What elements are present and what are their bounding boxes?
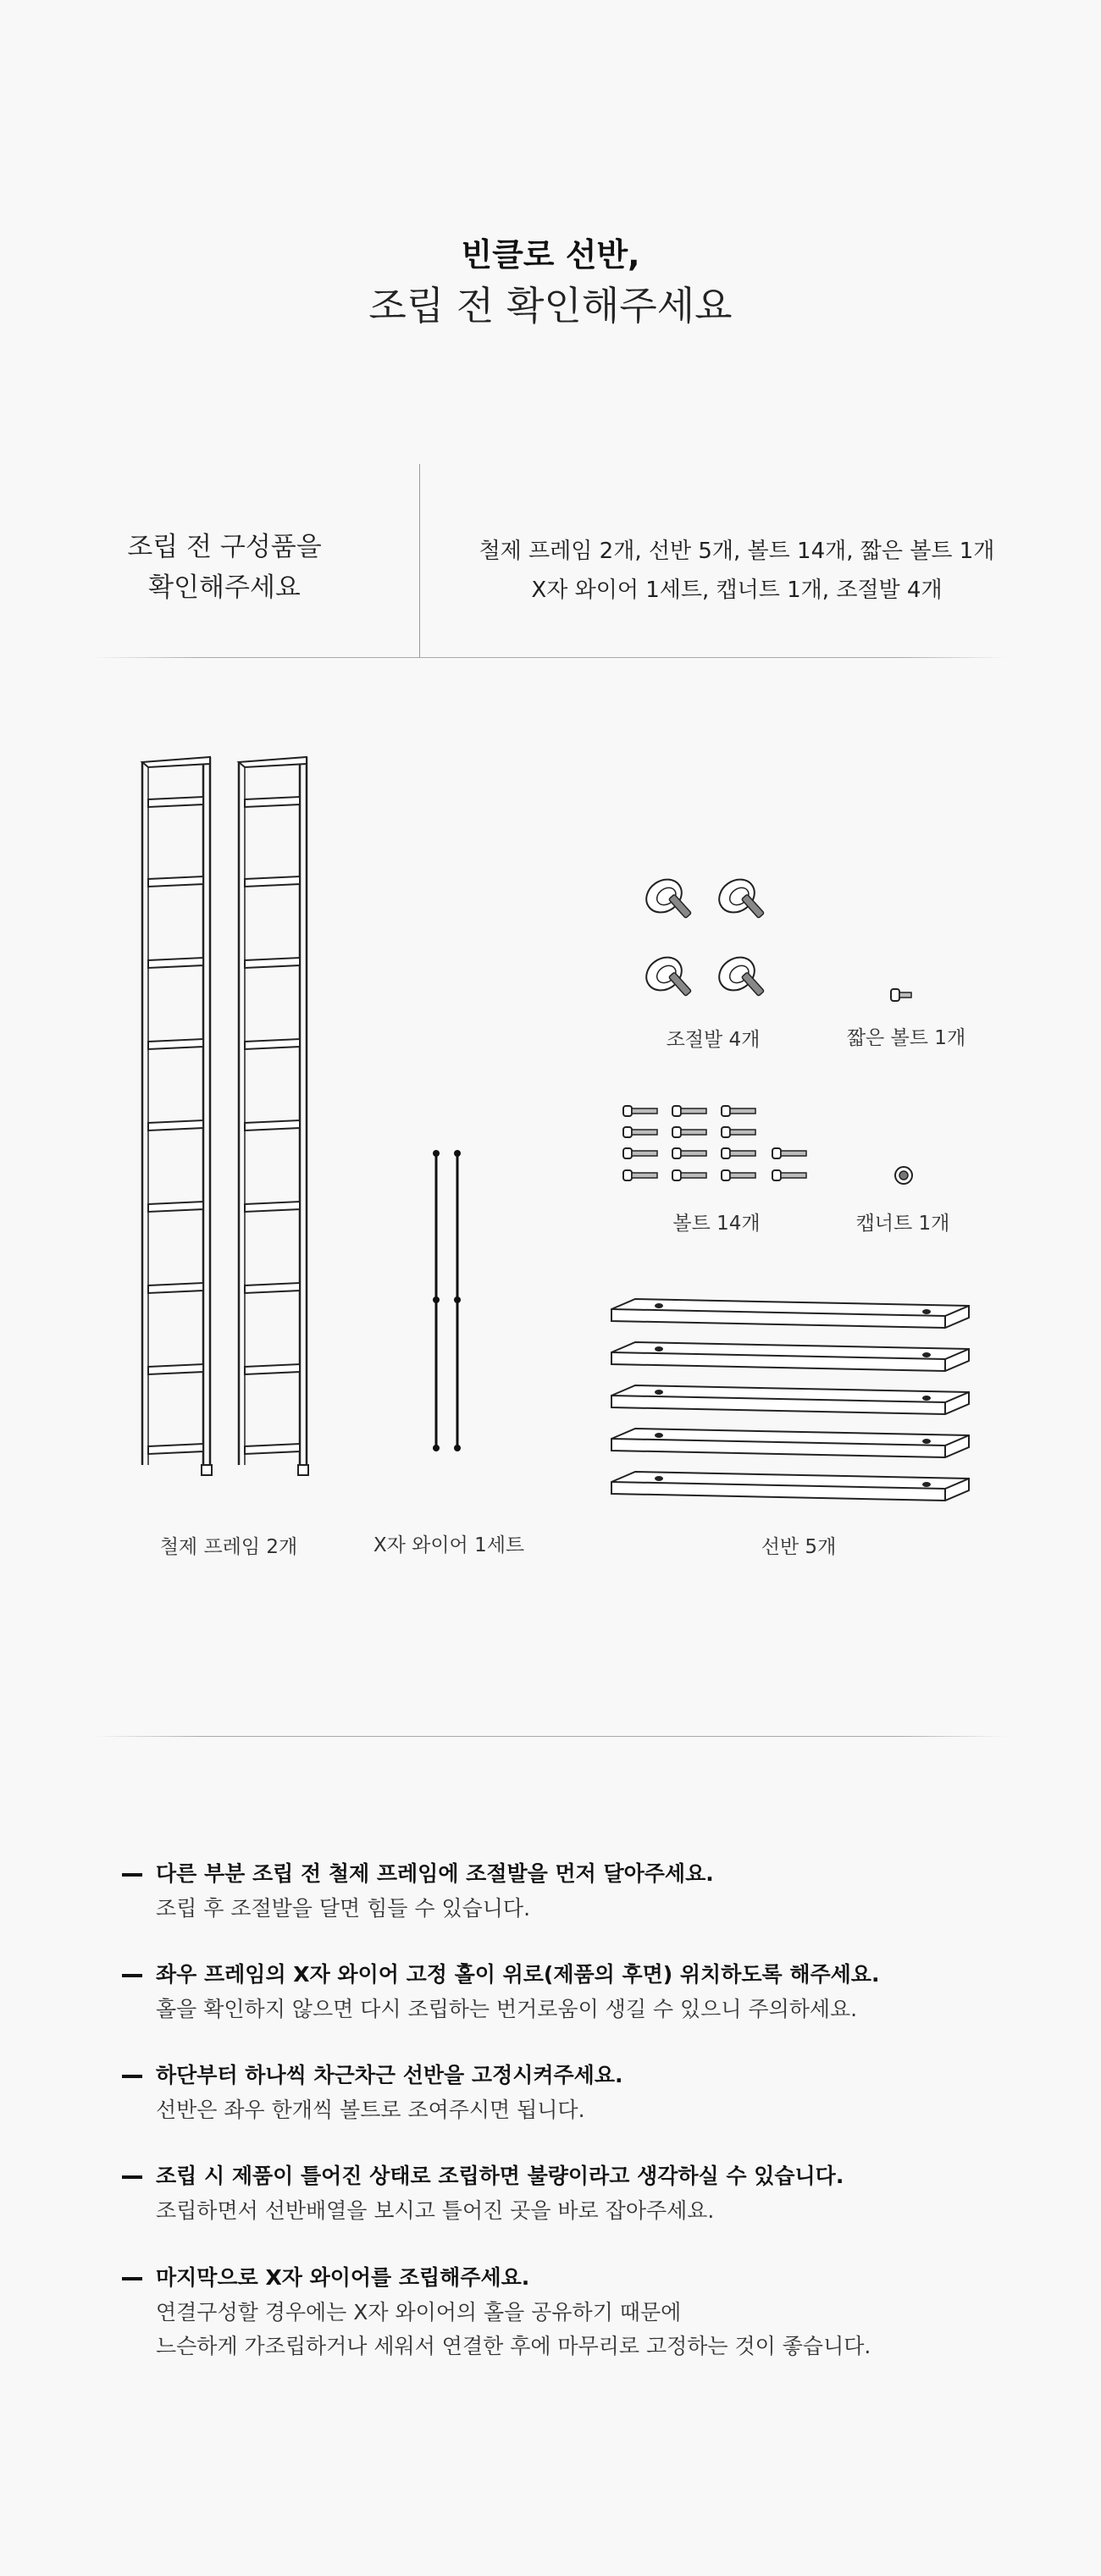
page-subtitle: 조립 전 확인해주세요 [368,283,733,329]
caption-bolts: 볼트 14개 [672,1213,761,1235]
instruction-item [156,1856,1003,1926]
shelf-panels [611,1299,969,1501]
caption-x-wire: X자 와이어 1세트 [373,1534,525,1556]
bullet-dash [122,1974,142,1977]
caption-cap-nut: 캡너트 1개 [855,1213,950,1235]
instruction-item [156,2159,1003,2228]
instruction-title: 하단부터 하나씩 차근차근 선반을 고정시켜주세요. [156,2063,623,2087]
instruction-title: 다른 부분 조립 전 철제 프레임에 조절발을 먼저 달아주세요. [156,1861,714,1886]
section-divider [93,1736,1008,1737]
instruction-body: 조립하면서 선반배열을 보시고 틀어진 곳을 바로 잡아주세요. [156,2198,715,2223]
instruction-body: 조립 후 조절발을 달면 힘들 수 있습니다. [156,1896,531,1921]
steel-frame-right [239,757,308,1475]
instruction-item [156,2058,1003,2127]
caption-steel-frame: 철제 프레임 2개 [159,1536,298,1558]
adjustable-feet [640,873,765,998]
instruction-body: 연결구성할 경우에는 X자 와이어의 홀을 공유하기 때문에 [156,2300,682,2324]
summary-heading-line: 확인해주세요 [148,572,301,603]
page-title: 빈클로 선반, [461,236,640,274]
cap-nut [895,1167,912,1184]
instruction-body: 선반은 좌우 한개씩 볼트로 조여주시면 됩니다. [156,2098,585,2122]
bullet-dash [122,2277,142,2280]
instruction-title: 마지막으로 X자 와이어를 조립해주세요. [156,2265,530,2290]
bolts [623,1106,806,1180]
instruction-title: 조립 시 제품이 틀어진 상태로 조립하면 불량이라고 생각하실 수 있습니다. [156,2164,844,2188]
summary-list-line: 철제 프레임 2개, 선반 5개, 볼트 14개, 짧은 볼트 1개 [479,539,995,564]
instruction-title: 좌우 프레임의 X자 와이어 고정 홀이 위로(제품의 후면) 위치하도록 해주세요. [156,1962,880,1987]
short-bolt [891,989,911,1001]
summary-list-line: X자 와이어 1세트, 캡너트 1개, 조절발 4개 [531,578,943,603]
steel-frame-left [142,757,212,1475]
bullet-dash [122,2175,142,2179]
caption-adjustable-feet: 조절발 4개 [666,1029,761,1051]
instruction-body: 홀을 확인하지 않으면 다시 조립하는 번거로움이 생길 수 있으니 주의하세요. [156,1997,858,2021]
summary-heading-line: 조립 전 구성품을 [127,532,322,562]
instruction-body: 느슨하게 가조립하거나 세워서 연결한 후에 마무리로 고정하는 것이 좋습니다. [156,2334,871,2358]
instruction-item [156,2260,1003,2363]
x-wire-set [433,1150,461,1451]
caption-shelf: 선반 5개 [761,1536,837,1558]
bullet-dash [122,1873,142,1877]
bullet-dash [122,2075,142,2078]
instruction-item [156,1957,1003,2026]
caption-short-bolt: 짧은 볼트 1개 [846,1027,966,1049]
